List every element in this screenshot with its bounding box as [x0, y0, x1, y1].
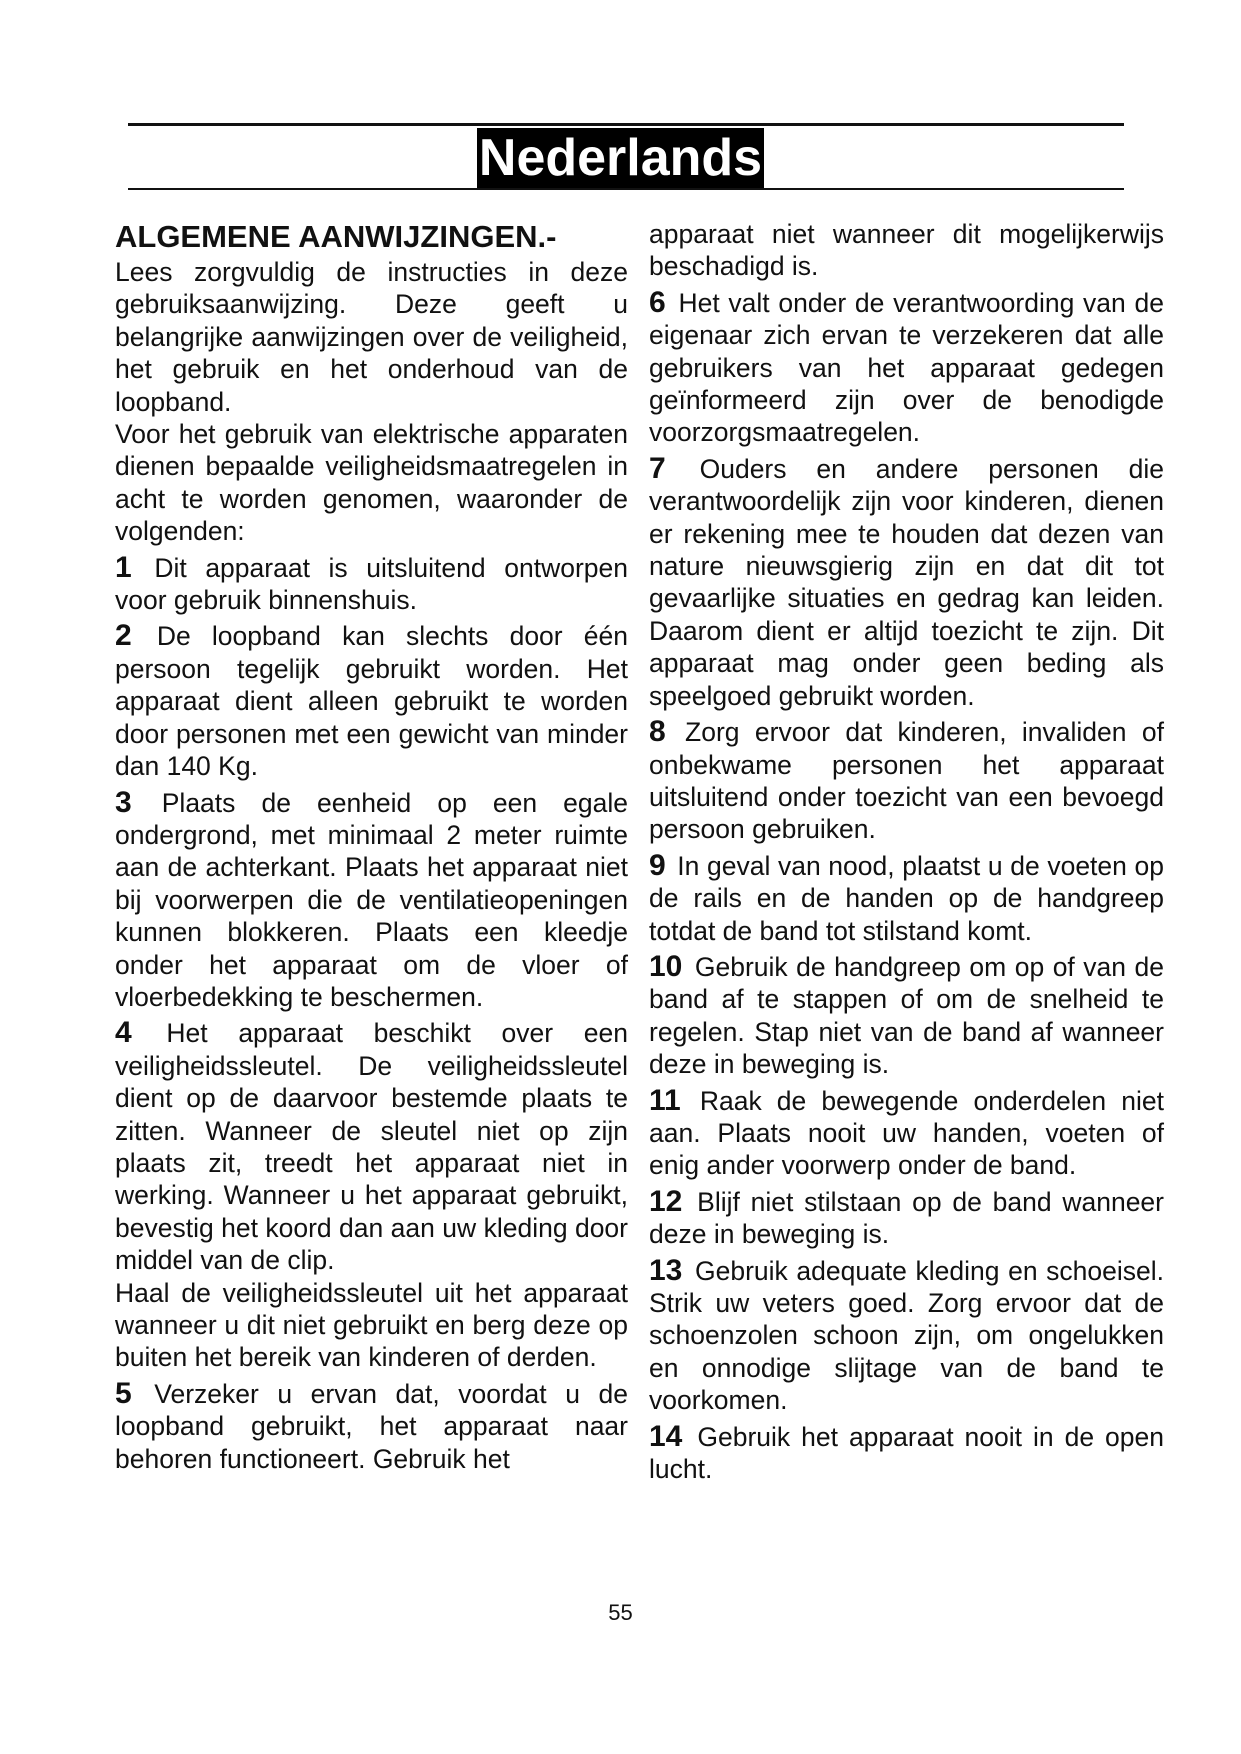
page-number: 55	[608, 1600, 633, 1625]
item-number: 14	[649, 1419, 683, 1453]
list-item-11	[649, 1085, 1164, 1182]
item-text: Het valt onder de verantwoording van de eigenaar zich ervan te verzekeren dat alle gebruikers van het apparaat gedegen geïnformeerd zijn over de benodigde voorzorgsmaatregelen.	[649, 287, 1164, 448]
item-text: De loopband kan slechts door één persoon tegelijk gebruikt worden. Het apparaat dient alleen gebruikt te worden door personen met een gewicht van minder dan 140 Kg.	[115, 621, 628, 782]
list-item-10	[649, 951, 1164, 1081]
list-item-13	[649, 1255, 1164, 1417]
item-text: Gebruik de handgreep om op of van de band af te stappen of om de snelheid te regelen. Stap niet van de band af wanneer deze in beweging is.	[649, 951, 1164, 1080]
item-number: 4	[115, 1016, 132, 1050]
section-heading: ALGEMENE AANWIJZINGEN.-	[115, 219, 557, 254]
left-column	[115, 218, 628, 1475]
item-text: Gebruik het apparaat nooit in de open lucht.	[649, 1421, 1164, 1485]
list-item-4	[115, 1017, 628, 1276]
item-text: Raak de bewegende onderdelen niet aan. Plaats nooit uw handen, voeten of enig ander voorwerp onder de band.	[649, 1085, 1164, 1181]
item-text: Zorg ervoor dat kinderen, invaliden of onbekwame personen het apparaat uitsluitend onder toezicht van een bevoegd persoon gebruiken.	[649, 717, 1164, 845]
item-number: 10	[649, 949, 683, 983]
list-item-3	[115, 787, 628, 1014]
item-number: 11	[649, 1083, 681, 1117]
list-item-9	[649, 850, 1164, 947]
list-item-14	[649, 1421, 1164, 1486]
item-number: 7	[649, 451, 666, 485]
item-text: Ouders en andere personen die verantwoordelijk zijn voor kinderen, dienen er rekening mee te houden dat dezen van nature nieuwsgierig zijn en dat dit tot gevaarlijke situaties en gedrag kan leiden. Daarom dient er altijd toezicht te zijn. Dit apparaat mag onder geen beding als speelgoed gebruikt worden.	[649, 453, 1164, 711]
item-text: Blijf niet stilstaan op de band wanneer deze in beweging is.	[649, 1186, 1164, 1250]
list-item-6	[649, 287, 1164, 449]
item-text: Het apparaat beschikt over een veiligheidssleutel. De veiligheidssleutel dient op de daarvoor bestemde plaats te zitten. Wanneer de sleutel niet op zijn plaats zit, treedt het apparaat niet in werking. Wanneer u het apparaat gebruikt, bevestig het koord dan aan uw kleding door middel van de clip.	[115, 1018, 628, 1276]
item-text: Gebruik adequate kleding en schoeisel. Strik uw veters goed. Zorg ervoor dat de schoenzolen schoon zijn, om ongelukken en onnodige slijtage van de band te voorkomen.	[649, 1255, 1164, 1416]
item-text: Dit apparaat is uitsluitend ontworpen voor gebruik binnenshuis.	[115, 552, 628, 616]
item-number: 12	[649, 1184, 683, 1218]
item-number: 8	[649, 715, 666, 749]
intro-paragraph-1: Lees zorgvuldig de instructies in deze gebruiksaanwijzing. Deze geeft u belangrijke aanwijzingen over de veiligheid, het gebruik en het onderhoud van de loopband.	[115, 257, 628, 417]
item-5-continuation: apparaat niet wanneer dit mogelijkerwijs beschadigd is.	[649, 219, 1164, 282]
item-number: 6	[649, 285, 666, 319]
right-column	[649, 218, 1164, 1485]
list-item-8	[649, 716, 1164, 846]
item-text: In geval van nood, plaatst u de voeten op de rails en de handen op de handgreep totdat de band tot stilstand komt.	[649, 850, 1164, 946]
language-banner	[0, 128, 1241, 188]
item-number: 2	[115, 619, 132, 653]
header-bottom-rule	[128, 188, 1124, 190]
language-title: Nederlands	[478, 129, 763, 187]
list-item-7	[649, 453, 1164, 712]
list-item-5	[115, 1378, 628, 1475]
item-number: 13	[649, 1253, 683, 1287]
header-top-rule	[128, 123, 1124, 126]
item-number: 9	[649, 848, 666, 882]
item-number: 5	[115, 1376, 132, 1410]
intro-paragraph-2: Voor het gebruik van elektrische apparaten dienen bepaalde veiligheidsmaatregelen in acht te worden genomen, waaronder de volgenden:	[115, 419, 628, 547]
item-text: Verzeker u ervan dat, voordat u de loopband gebruikt, het apparaat naar behoren functioneert. Gebruik het	[115, 1378, 628, 1474]
list-item-4-extra: Haal de veiligheidssleutel uit het apparaat wanneer u dit niet gebruikt en berg deze op buiten het bereik van kinderen of derden.	[115, 1277, 628, 1373]
item-number: 3	[115, 785, 132, 819]
item-text: Plaats de eenheid op een egale ondergrond, met minimaal 2 meter ruimte aan de achterkant. Plaats het apparaat niet bij voorwerpen die de ventilatieopeningen kunnen blokkeren. Plaats een kleedje onder het apparaat om de vloer of vloerbedekking te beschermen.	[115, 787, 628, 1012]
list-item-2	[115, 620, 628, 782]
list-item-12	[649, 1186, 1164, 1251]
list-item-1	[115, 552, 628, 617]
item-number: 1	[115, 550, 132, 584]
